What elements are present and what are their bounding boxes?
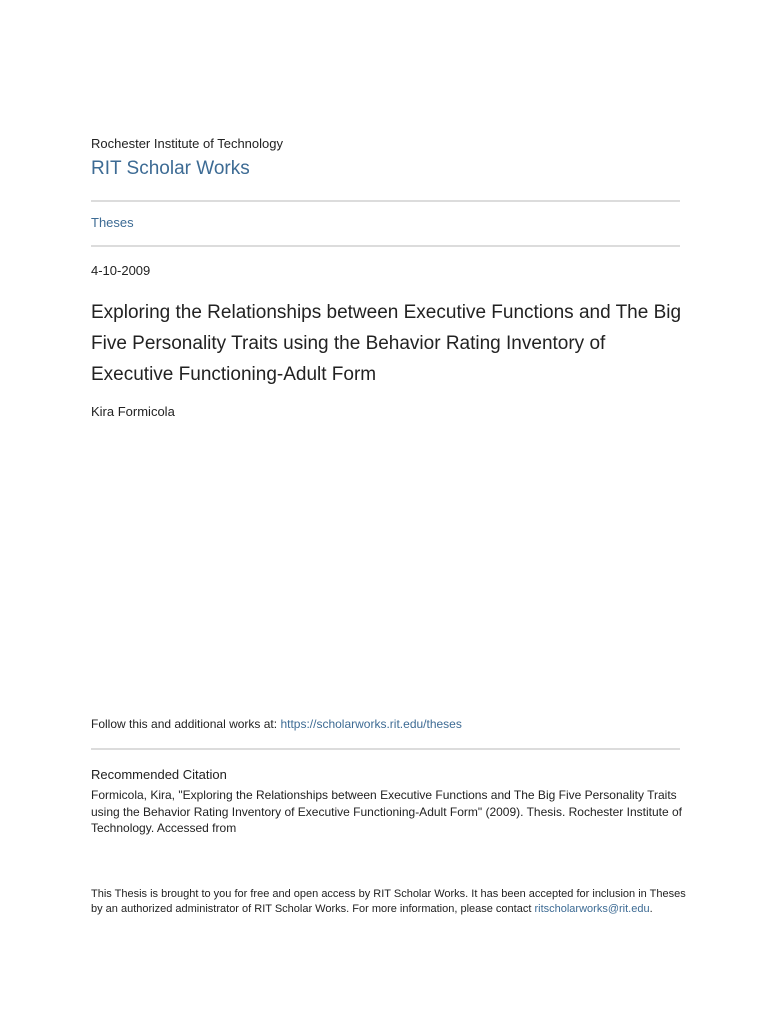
follow-prefix: Follow this and additional works at:: [91, 717, 281, 731]
institution-name: Rochester Institute of Technology: [91, 136, 283, 151]
follow-works-link[interactable]: https://scholarworks.rit.edu/theses: [280, 717, 462, 731]
document-title: Exploring the Relationships between Executive Functions and The Big Five Personality Traits using the Behavior Rating Inventory of Executive Functioning-Adult Form: [91, 302, 682, 385]
contact-email-link[interactable]: ritscholarworks@rit.edu: [534, 903, 650, 915]
collection-link[interactable]: Theses: [91, 215, 134, 230]
author-name: Kira Formicola: [91, 404, 175, 419]
citation-text: Formicola, Kira, "Exploring the Relationships between Executive Functions and The Big Five Personality Traits using the Behavior Rating Inventory of Executive Functioning-Adult Form" (2009). Thesis. Rochester Institute of Technology. Accessed from: [91, 788, 682, 835]
divider-second: [91, 245, 680, 247]
divider-top: [91, 200, 680, 202]
divider-citation: [91, 748, 680, 750]
notice-text: This Thesis is brought to you for free and open access by RIT Scholar Works. It has been accepted for inclusion in Theses by an authorized administrator of RIT Scholar Works. For more information, please contact: [91, 888, 686, 915]
recommended-citation-heading: Recommended Citation: [91, 767, 227, 782]
notice-suffix: .: [649, 903, 653, 915]
access-notice: [91, 887, 686, 917]
publication-date: 4-10-2009: [91, 263, 151, 278]
repository-link[interactable]: RIT Scholar Works: [91, 158, 250, 179]
follow-works-line: [91, 717, 462, 731]
